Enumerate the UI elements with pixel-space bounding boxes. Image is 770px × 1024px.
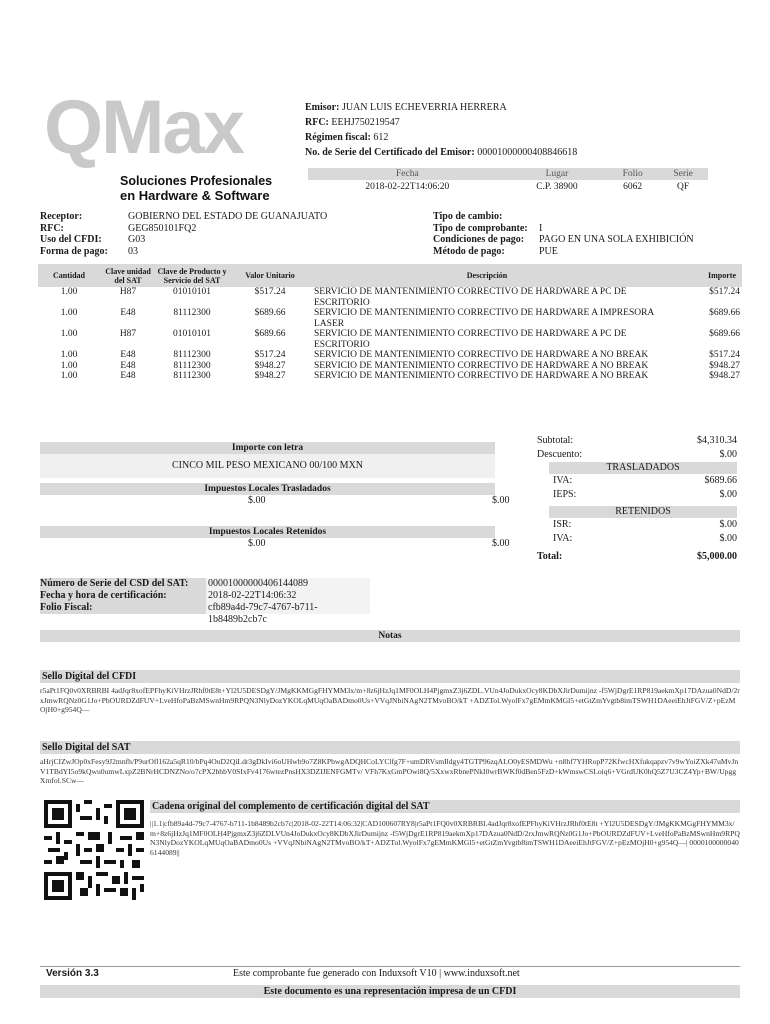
imp-loc-tras-header: Impuestos Locales Trasladados: [40, 483, 495, 495]
uso-cfdi-label: Uso del CFDI:: [40, 234, 102, 245]
row-clave-unidad: E48: [120, 308, 136, 318]
footer-divider: [40, 966, 740, 967]
impuestos-locales-retenidos: [40, 526, 565, 552]
folio-fiscal-value: cfb89a4d-79c7-4767-b711-1b8489b2cb7c: [206, 602, 370, 614]
row-clave-producto: 01010101: [173, 329, 211, 339]
sello-cfdi-text: r5aPt1FQ0v0XRBRBI 4adJqr8xofEPFhyKiVHrzJRhf0tE8t+Yl2U5DESDgY/JMgKKMGgFHYMM3x/m+8z6jHzJq1MF0OLH4PjgmxZ3j6ZDL.VUn4JoDukxOcy8KDbXJirDumijnz -f5WjDgrE1RP819aekmXp17DAzua0NdD/2rxJmwRQNz0G1Jo+PbOURDZdFUV+LveHfoPaBzMSwnHm9RPQN3NlyDozYKOLqMUqOaBADmo0Us+VVqJNbiNAgN2TMvoBO/kT +ADZTol.WyolFx7gEMmKMGl5+etGtZmYvgtb8imTSWH1DAeeiEhJtFGV/Z+pEzMOjH0+g954Q—: [40, 686, 740, 714]
row-importe: $689.66: [709, 329, 740, 339]
total-label: Total:: [537, 551, 563, 562]
row-cantidad: 1.00: [60, 287, 78, 297]
sello-sat-text: aHrjCIZwJOp0xFesy9J2mnfh/P9urOfl162a5qR10/bPq4OuD2QiLdr3gDkIvi6oUHwb9o7Z8KPbwgADQHCoLYClfg7F+umDRVsmIldgy4TGTP96zqALO0yESMDWu +n8hf7YHRopP72KfwcHXfukqapzv7v9wYoiZXk47uMvJnV1TBdYI5o9kQwu0umwLxpZ2BNrHCDNZNo/o7cPX2bhbV0SIxFv4176wtezPnsHX3DZIJENFGMTv/ VFh7KxGmPOwi8Q/5XxwxRbnePNkI0wrBWKf0dBen5FzD+kWmswCSLoiq6+VGrdUK0hQ5Z7U3CZ4Yp+BW/UpggXmfol.SCw—: [40, 757, 739, 785]
table-row: [38, 350, 742, 361]
lugar-header: Lugar: [507, 168, 607, 180]
col-clave-unidad: Clave unidad del SAT: [100, 264, 156, 287]
representacion-text: Este documento es una representación impresa de un CFDI: [40, 985, 740, 998]
descuento-value: $.00: [719, 449, 737, 460]
table-row: [38, 329, 742, 350]
row-valor-unitario: $948.27: [254, 371, 286, 381]
importe-letra-header: Importe con letra: [40, 442, 495, 454]
row-descripcion: SERVICIO DE MANTENIMIENTO CORRECTIVO DE HARDWARE A NO BREAK: [314, 350, 649, 360]
emisor-rfc-value: EEHJ750219547: [331, 117, 400, 128]
emisor-block: [305, 100, 725, 160]
serie-csd-label: Número de Serie del CSD del SAT:: [40, 578, 206, 590]
row-cantidad: 1.00: [60, 360, 78, 371]
impuestos-locales-trasladados: [40, 483, 565, 509]
row-valor-unitario: $689.66: [254, 308, 286, 318]
row-valor-unitario: $517.24: [254, 350, 286, 360]
row-clave-unidad: E48: [120, 360, 136, 371]
row-clave-unidad: E48: [120, 350, 136, 360]
col-clave-producto: Clave de Producto y Servicio del SAT: [156, 264, 228, 287]
tipo-block: [433, 211, 733, 257]
subtotal-label: Subtotal:: [537, 435, 574, 446]
row-valor-unitario: $517.24: [254, 287, 286, 297]
forma-pago-value: 03: [128, 245, 138, 257]
serie-csd-value: 00001000000406144089: [206, 578, 370, 590]
row-clave-unidad: E48: [120, 371, 136, 381]
generado-text: Este comprobante fue generado con Induxsoft V10 | www.induxsoft.net: [233, 968, 520, 979]
retenidos-header: RETENIDOS: [549, 506, 737, 518]
serie-header: Serie: [658, 168, 708, 180]
emisor-value: JUAN LUIS ECHEVERRIA HERRERA: [341, 102, 507, 113]
serie-value: QF: [677, 182, 690, 192]
row-descripcion: SERVICIO DE MANTENIMIENTO CORRECTIVO DE HARDWARE A NO BREAK: [314, 371, 649, 381]
col-descripcion: Descripción: [312, 264, 662, 287]
iva-ret-value: $.00: [719, 533, 737, 544]
row-clave-producto: 81112300: [173, 371, 211, 381]
folio-value: 6062: [623, 182, 643, 192]
row-clave-unidad: H87: [119, 287, 137, 297]
table-row: [38, 308, 742, 329]
logo-wordmark: QMax: [44, 85, 243, 170]
col-importe: Importe: [662, 264, 742, 287]
row-descripcion: SERVICIO DE MANTENIMIENTO CORRECTIVO DE HARDWARE A IMPRESORA LASER: [314, 308, 654, 329]
row-cantidad: 1.00: [60, 371, 78, 381]
tipo-cambio-label: Tipo de cambio:: [433, 211, 503, 222]
imp-loc-ret-header: Impuestos Locales Retenidos: [40, 526, 495, 538]
descuento-label: Descuento:: [537, 449, 582, 460]
isr-label: ISR:: [553, 519, 572, 530]
fecha-certificacion-value: 2018-02-22T14:06:32: [206, 590, 370, 602]
trasladados-header: TRASLADADOS: [549, 462, 737, 474]
sello-cfdi-section: [40, 670, 740, 715]
imp-loc-ret-v1: $.00: [248, 538, 266, 549]
folio-fiscal-label: Folio Fiscal:: [40, 602, 206, 614]
tipo-comprobante-value: I: [539, 222, 543, 234]
receptor-rfc-value: GEG850101FQ2: [128, 222, 197, 234]
logo-line2: en Hardware & Software: [120, 188, 270, 203]
fecha-header: Fecha: [308, 168, 507, 180]
table-row: [38, 287, 742, 308]
totales-block: [537, 434, 737, 564]
folio-header: Folio: [607, 168, 658, 180]
row-importe: $948.27: [709, 371, 740, 381]
forma-pago-label: Forma de pago:: [40, 245, 108, 257]
qmax-logo: [44, 85, 274, 203]
condiciones-label: Condiciones de pago:: [433, 234, 525, 245]
notas-header: Notas: [40, 630, 740, 642]
row-importe: $517.24: [709, 350, 740, 360]
ieps-value: $.00: [719, 489, 737, 500]
sello-sat-section: [40, 741, 740, 786]
conceptos-table: [38, 264, 742, 382]
row-cantidad: 1.00: [60, 329, 78, 339]
fecha-lugar-table: [308, 168, 708, 194]
table-row: [38, 361, 742, 372]
total-value: $5,000.00: [697, 551, 737, 562]
cadena-original-section: [150, 800, 740, 857]
regimen-value: 612: [373, 132, 389, 143]
iva-tras-label: IVA:: [553, 475, 573, 486]
fecha-certificacion-label: Fecha y hora de certificación:: [40, 590, 206, 602]
cadena-original-header: Cadena original del complemento de certificación digital del SAT: [150, 800, 740, 813]
row-clave-unidad: H87: [119, 329, 137, 339]
tipo-comprobante-label: Tipo de comprobante:: [433, 222, 528, 234]
subtotal-value: $4,310.34: [697, 435, 737, 446]
version-label: Versión 3.3: [46, 968, 99, 979]
metodo-label: Método de pago:: [433, 245, 505, 257]
receptor-label: Receptor:: [40, 211, 83, 222]
row-clave-producto: 81112300: [173, 308, 211, 318]
iva-ret-label: IVA:: [553, 533, 573, 544]
metodo-value: PUE: [539, 245, 558, 257]
imp-loc-tras-v1: $.00: [248, 495, 266, 506]
certificacion-block: [40, 578, 370, 625]
row-descripcion: SERVICIO DE MANTENIMIENTO CORRECTIVO DE HARDWARE A NO BREAK: [314, 360, 649, 371]
imp-loc-tras-v2: $.00: [492, 495, 510, 506]
serie-cert-label: No. de Serie del Certificado del Emisor:: [305, 147, 475, 158]
sello-cfdi-header: Sello Digital del CFDI: [40, 670, 740, 683]
notas-section: [40, 630, 740, 642]
qr-code: [44, 800, 144, 900]
sello-sat-header: Sello Digital del SAT: [40, 741, 740, 754]
row-cantidad: 1.00: [60, 308, 78, 318]
receptor-value: GOBIERNO DEL ESTADO DE GUANAJUATO: [128, 211, 328, 222]
row-importe: $689.66: [709, 308, 740, 318]
emisor-label: Emisor:: [305, 102, 340, 113]
table-row: [38, 371, 742, 382]
isr-value: $.00: [719, 519, 737, 530]
iva-tras-value: $689.66: [704, 475, 737, 486]
lugar-value: C.P. 38900: [536, 182, 578, 192]
row-clave-producto: 81112300: [173, 350, 211, 360]
row-clave-producto: 01010101: [173, 287, 211, 297]
row-importe: $517.24: [709, 287, 740, 297]
ieps-label: IEPS:: [553, 489, 577, 500]
importe-letra-value: CINCO MIL PESO MEXICANO 00/100 MXN: [40, 454, 495, 478]
uso-cfdi-value: G03: [128, 234, 146, 245]
condiciones-value: PAGO EN UNA SOLA EXHIBICIÓN: [539, 234, 694, 245]
row-valor-unitario: $948.27: [254, 360, 286, 371]
logo-line1: Soluciones Profesionales: [120, 174, 273, 188]
col-valor-unitario: Valor Unitario: [228, 264, 312, 287]
row-clave-producto: 81112300: [173, 360, 211, 371]
imp-loc-ret-v2: $.00: [492, 538, 510, 549]
regimen-label: Régimen fiscal:: [305, 132, 371, 143]
serie-cert-value: 00001000000408846618: [477, 147, 578, 158]
importe-letra-section: [40, 442, 495, 478]
row-descripcion: SERVICIO DE MANTENIMIENTO CORRECTIVO DE HARDWARE A PC DE ESCRITORIO: [314, 329, 627, 350]
row-cantidad: 1.00: [60, 350, 78, 360]
receptor-block: [40, 211, 360, 257]
row-importe: $948.27: [709, 360, 740, 371]
row-valor-unitario: $689.66: [254, 329, 286, 339]
col-cantidad: Cantidad: [38, 264, 100, 287]
row-descripcion: SERVICIO DE MANTENIMIENTO CORRECTIVO DE HARDWARE A PC DE ESCRITORIO: [314, 287, 627, 308]
fecha-value: 2018-02-22T14:06:20: [365, 182, 450, 192]
emisor-rfc-label: RFC:: [305, 117, 329, 128]
cadena-original-text: ||1.1|cfb89a4d-79c7-4767-b711-1b8489b2cb7c|2018-02-22T14:06:32|CAD100607RY8|r5aPt1FQ0v0XRBRBI.4adJqr8xofEPFhyKiVHrzJRhf0tE8t +Yl2U5DESDgY/JMgKKMGgFHYMM3x/m+8z6jHzJq1MF0OLH4PjgmxZ3j6ZDLVUn4JoDukxOcy8KDbXJirDumijnz -f5WjDgrE1RP819aekmXp17DAzua0NdD/2rxJmwRQNz0G1Jo+PbOURDZdFUV+LveHfoPaBzMSwnHm9RPQN3NlyDozYKOLqMUqOaBADmo0Us +VVqJNbiNAgN2TMvoBO/kT+ADZTol.WyolFx7gEMmKMGl5+etGtZmYvgtb8imTSWH1DAeeiEhJtFGV/Z+pEzMOjH0+g954Q—| 00001000000406144089||: [150, 819, 740, 857]
receptor-rfc-label: RFC:: [40, 222, 64, 234]
